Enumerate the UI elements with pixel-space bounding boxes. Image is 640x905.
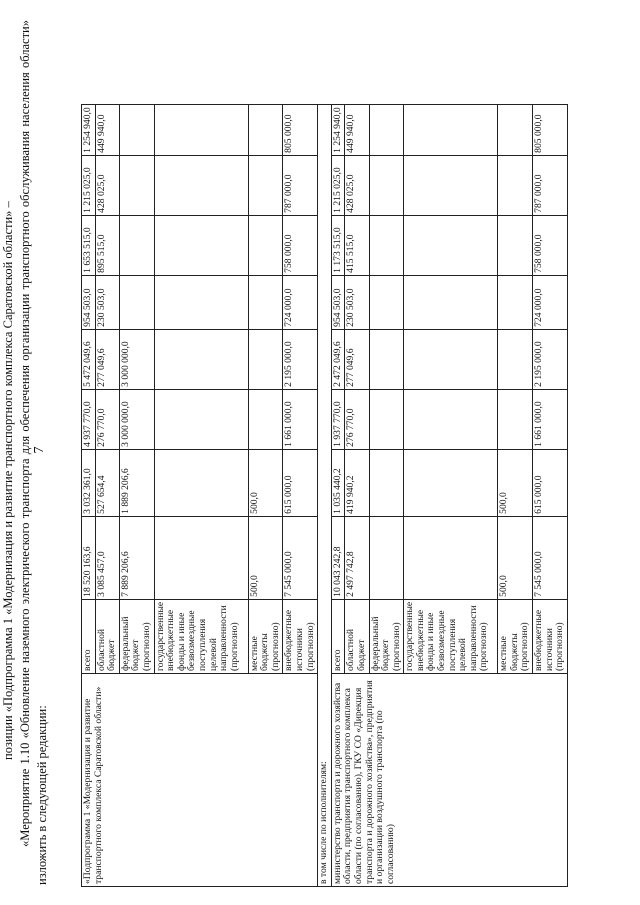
funding-source-cell: местные бюджеты (прогнозно) bbox=[498, 599, 533, 673]
amount-cell: 7 889 206,6 bbox=[119, 516, 154, 599]
amount-cell: 3 085 457,0 bbox=[95, 516, 119, 599]
program-label-cell: министерство транспорта и дорожного хозяйства области, предприятия транспортного комплекса области (по согласованию), ГКУ СО «Дирекция транспорта и дорожного хозяйства», предприятия и организации воздушного транспорта (по согласованию) bbox=[331, 674, 567, 887]
amount-cell: 1 254 940,0 bbox=[331, 105, 345, 156]
amount-cell bbox=[498, 275, 533, 329]
amount-cell: 500,0 bbox=[248, 449, 283, 516]
amount-cell: 1 215 025,0 bbox=[331, 155, 345, 215]
amount-cell bbox=[498, 105, 533, 156]
amount-cell: 1 035 440,2 bbox=[331, 449, 345, 516]
amount-cell: 758 000,0 bbox=[283, 215, 318, 275]
amount-cell bbox=[369, 449, 404, 516]
amount-cell: 277 049,6 bbox=[345, 329, 369, 389]
intro-line-1: позиции «Подпрограмма 1 «Модернизация и развитие транспортного комплекса Саратовской области» – bbox=[1, 201, 15, 760]
amount-cell bbox=[154, 449, 248, 516]
amount-cell: 724 000,0 bbox=[283, 275, 318, 329]
amount-cell bbox=[404, 389, 498, 449]
budget-table bbox=[81, 104, 568, 887]
amount-cell: 805 000,0 bbox=[533, 105, 568, 156]
amount-cell: 5 472 049,6 bbox=[82, 329, 96, 389]
amount-cell bbox=[369, 215, 404, 275]
amount-cell: 758 000,0 bbox=[533, 215, 568, 275]
amount-cell bbox=[404, 516, 498, 599]
subheader-cell: в том числе по исполнителям: bbox=[318, 105, 332, 887]
funding-source-cell: местные бюджеты (прогнозно) bbox=[248, 599, 283, 673]
amount-cell: 1 661 000,0 bbox=[533, 389, 568, 449]
amount-cell: 3 000 000,0 bbox=[119, 329, 154, 389]
amount-cell: 1 254 940,0 bbox=[82, 105, 96, 156]
program-label-cell: «Подпрограмма 1 «Модернизация и развитие транспортного комплекса Саратовской области» bbox=[82, 674, 318, 887]
amount-cell bbox=[369, 389, 404, 449]
amount-cell: 787 000,0 bbox=[533, 155, 568, 215]
amount-cell bbox=[369, 105, 404, 156]
amount-cell bbox=[369, 516, 404, 599]
amount-cell bbox=[154, 516, 248, 599]
amount-cell: 615 000,0 bbox=[533, 449, 568, 516]
amount-cell: 615 000,0 bbox=[283, 449, 318, 516]
amount-cell bbox=[369, 275, 404, 329]
table-block-2 bbox=[331, 105, 567, 887]
amount-cell bbox=[248, 275, 283, 329]
amount-cell: 230 503,0 bbox=[95, 275, 119, 329]
amount-cell: 1 653 515,0 bbox=[82, 215, 96, 275]
funding-source-cell: федеральный бюджет (прогнозно) bbox=[119, 599, 154, 673]
intro-text bbox=[0, 20, 80, 885]
amount-cell: 2 195 000,0 bbox=[283, 329, 318, 389]
amount-cell: 2 472 049,6 bbox=[331, 329, 345, 389]
amount-cell: 428 025,0 bbox=[345, 155, 369, 215]
amount-cell bbox=[154, 329, 248, 389]
amount-cell bbox=[119, 215, 154, 275]
amount-cell: 277 049,6 bbox=[95, 329, 119, 389]
page-number-text: 7 bbox=[32, 446, 47, 454]
amount-cell: 7 545 000,0 bbox=[283, 516, 318, 599]
funding-source-cell: областной бюджет bbox=[345, 599, 369, 673]
amount-cell: 724 000,0 bbox=[533, 275, 568, 329]
amount-cell bbox=[248, 329, 283, 389]
amount-cell bbox=[498, 155, 533, 215]
amount-cell: 954 503,0 bbox=[82, 275, 96, 329]
amount-cell: 3 000 000,0 bbox=[119, 389, 154, 449]
amount-cell bbox=[498, 215, 533, 275]
amount-cell: 2 497 742,8 bbox=[345, 516, 369, 599]
table-block-1 bbox=[82, 105, 318, 887]
amount-cell bbox=[404, 105, 498, 156]
funding-source-cell: областной бюджет bbox=[95, 599, 119, 673]
amount-cell bbox=[119, 275, 154, 329]
amount-cell bbox=[119, 155, 154, 215]
table-row bbox=[331, 105, 345, 887]
amount-cell bbox=[248, 105, 283, 156]
funding-source-cell: всего bbox=[331, 599, 345, 673]
funding-source-cell: государственные внебюджетные фонды и иные безвозмездные поступления целевой направленности (прогнозно) bbox=[404, 599, 498, 673]
amount-cell: 500,0 bbox=[498, 449, 533, 516]
amount-cell: 500,0 bbox=[248, 516, 283, 599]
amount-cell bbox=[154, 275, 248, 329]
amount-cell: 500,0 bbox=[498, 516, 533, 599]
amount-cell: 428 025,0 bbox=[95, 155, 119, 215]
amount-cell: 10 043 242,8 bbox=[331, 516, 345, 599]
amount-cell: 1 937 770,0 bbox=[331, 389, 345, 449]
table-subheader bbox=[318, 105, 332, 887]
amount-cell bbox=[404, 215, 498, 275]
amount-cell bbox=[248, 389, 283, 449]
amount-cell bbox=[154, 155, 248, 215]
amount-cell bbox=[369, 329, 404, 389]
amount-cell: 449 940,0 bbox=[95, 105, 119, 156]
amount-cell bbox=[119, 105, 154, 156]
amount-cell: 18 520 163,6 bbox=[82, 516, 96, 599]
amount-cell bbox=[498, 389, 533, 449]
amount-cell bbox=[154, 215, 248, 275]
amount-cell: 1 889 206,6 bbox=[119, 449, 154, 516]
amount-cell: 230 503,0 bbox=[345, 275, 369, 329]
amount-cell: 3 032 361,0 bbox=[82, 449, 96, 516]
amount-cell bbox=[154, 105, 248, 156]
amount-cell: 805 000,0 bbox=[283, 105, 318, 156]
amount-cell bbox=[248, 155, 283, 215]
amount-cell bbox=[248, 215, 283, 275]
amount-cell: 895 515,0 bbox=[95, 215, 119, 275]
amount-cell bbox=[369, 155, 404, 215]
amount-cell bbox=[404, 155, 498, 215]
amount-cell: 527 654,4 bbox=[95, 449, 119, 516]
table-row bbox=[82, 105, 96, 887]
amount-cell: 1 173 515,0 bbox=[331, 215, 345, 275]
amount-cell: 7 545 000,0 bbox=[533, 516, 568, 599]
amount-cell: 954 503,0 bbox=[331, 275, 345, 329]
amount-cell bbox=[404, 275, 498, 329]
amount-cell: 415 515,0 bbox=[345, 215, 369, 275]
amount-cell bbox=[404, 449, 498, 516]
intro-line-2: «Мероприятие 1.10 «Обновление наземного электрического транспорта для обеспечения организации транспортного обслуживания населения области» изложить в следующей редакции: bbox=[18, 20, 49, 885]
funding-source-cell: государственные внебюджетные фонды и иные безвозмездные поступления целевой направленности (прогнозно) bbox=[154, 599, 248, 673]
amount-cell: 419 940,2 bbox=[345, 449, 369, 516]
amount-cell: 449 940,0 bbox=[345, 105, 369, 156]
amount-cell bbox=[498, 329, 533, 389]
amount-cell: 276 770,0 bbox=[345, 389, 369, 449]
funding-source-cell: всего bbox=[82, 599, 96, 673]
amount-cell: 2 195 000,0 bbox=[533, 329, 568, 389]
amount-cell: 4 937 770,0 bbox=[82, 389, 96, 449]
amount-cell bbox=[404, 329, 498, 389]
amount-cell: 787 000,0 bbox=[283, 155, 318, 215]
amount-cell: 1 215 025,0 bbox=[82, 155, 96, 215]
amount-cell: 276 770,0 bbox=[95, 389, 119, 449]
amount-cell bbox=[154, 389, 248, 449]
funding-source-cell: внебюджетные источники (прогнозно) bbox=[533, 599, 568, 673]
amount-cell: 1 661 000,0 bbox=[283, 389, 318, 449]
funding-source-cell: внебюджетные источники (прогнозно) bbox=[283, 599, 318, 673]
rotated-document bbox=[0, 10, 570, 895]
table-row bbox=[318, 105, 332, 887]
funding-source-cell: федеральный бюджет (прогнозно) bbox=[369, 599, 404, 673]
